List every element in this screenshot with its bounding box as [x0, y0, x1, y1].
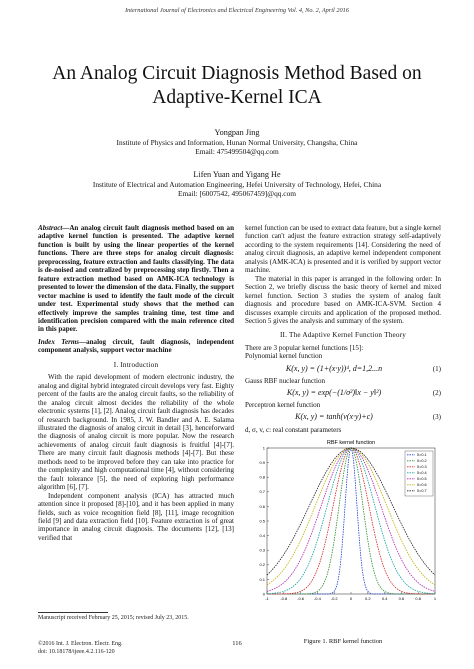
right-column: [245, 224, 441, 647]
right-paragraph-2: The material in this paper is arranged in the following order: In Section 2, we briefly discuss the basic theory of kernel and mixed kernel function. Section 3 studies the system of analog fault diagnosis and procedure based on AMK-ICA-SVM. Section 4 discusses example circuits and application of the proposed method. Section 5 gives the analysis and summary of the system.: [245, 274, 441, 325]
x-tick-label: 0.6: [398, 596, 405, 602]
x-tick-label: -1: [265, 596, 269, 602]
footnote: Manuscript received February 25, 2015; revised July 23, 2015.: [38, 615, 189, 621]
perceptron-label: Perceptron kernel function: [245, 401, 321, 410]
y-tick-label: 0.7: [259, 489, 265, 495]
copyright-line-1: ©2016 Int. J. Electron. Electr. Eng.: [38, 641, 123, 647]
author-block-1: [0, 128, 474, 157]
figure-1-caption: Figure 1. RBF kernel function: [303, 638, 383, 646]
x-tick-label: 1: [433, 596, 437, 602]
index-terms: [38, 338, 234, 355]
gauss-label: Gauss RBF nuclear function: [245, 376, 326, 385]
copyright-line-2: doi: 10.18178/ijeee.4.2.116-120: [38, 648, 115, 655]
author-name: Yongpan Jing: [214, 128, 260, 137]
right-paragraph-1: kernel function can be used to extract data feature, but a single kernel function can't adjust the feature extraction strategy self-adaptively according to the system requirements [14]. Considering the need of analog circuit diagnosis, an adaptive kernel independent component analysis (AMK-ICA) is presented and it is verified by support vector machine.: [245, 224, 441, 275]
x-tick-label: -0.8: [280, 596, 288, 602]
index-terms-label: Index Terms: [38, 337, 80, 346]
x-tick-label: -0.6: [297, 596, 305, 602]
intro-paragraph-1: With the rapid development of modern electronic industry, the analog and digital hybrid integrated circuit develops very fast. Eighty percent of the faults are the analog circuit faults, so the reliability of the analog circuit almost decides the reliability of the whole electronic systems [1], [2]. Analog circuit fault diagnosis has decades of research background. In 1985, J. W. Bandler and A. E. Salama illustrated the diagnosis of analog circuit in detail [3], henceforward the diagnosis of analog circuit is more popular. Now the research achievements of analog circuit fault diagnosis is fruitful [4]-[7]. There are many circuit fault diagnosis methods [4]-[7]. But these methods need to be improved before they can take into practice for the complexity and high computational time [4], without considering the fault tolerance [5], the need of exploring high performance algorithm [6], [7].: [38, 373, 234, 492]
legend-label: δ=0.2: [417, 459, 427, 464]
author-name: Lifen Yuan and Yigang He: [193, 170, 281, 179]
page-number: 116: [232, 640, 242, 647]
figure-1: [245, 436, 441, 636]
y-tick-label: 0: [262, 591, 265, 597]
x-tick-label: 0: [349, 596, 353, 602]
x-tick-label: -0.2: [330, 596, 338, 602]
chart-title: RBF kernel function: [326, 440, 376, 447]
x-tick-label: 0.2: [365, 596, 371, 602]
x-tick-label: 0.4: [381, 596, 388, 602]
legend-label: δ=0.7: [417, 489, 427, 494]
legend-label: δ=0.3: [417, 465, 427, 470]
y-tick-label: 0.6: [259, 503, 265, 509]
equation-3-number: (3): [432, 413, 441, 422]
paper-title: [0, 62, 474, 110]
equation-2-body: K(x, y) = exp(−(1/σ²)‖x − y‖²): [286, 388, 382, 398]
section-1-heading: I. Introduction: [113, 360, 159, 369]
y-tick-label: 0.2: [259, 562, 265, 568]
kernels-intro: There are 3 popular kernel functions [15]:: [245, 343, 364, 352]
author-affiliation: Institute of Physics and Information, Hunan Normal University, Changsha, China: [116, 137, 358, 147]
y-tick-label: 0.5: [259, 518, 265, 524]
abstract-text: —An analog circuit fault diagnosis method based on an adaptive kernel function is presented. The adaptive kernel function is built by using the linear properties of the kernel functions. There are three steps for analog circuit diagnosis: preprocessing, feature extraction and faults classifying. The data is de-noised and centralized by preprocessing step firstly. Then a feature extraction method based on AMK-ICA technology is presented to lower the dimension of the data. Finally, the support vector machine is used to identify the fault mode of the circuit under test. Experimental study shows that the method can effectively improve the samples training time, test time and identification precision compared with the main reference cited in this paper.: [38, 224, 234, 334]
x-tick-label: -0.4: [313, 596, 321, 602]
legend-label: δ=0.6: [417, 483, 427, 488]
legend-label: δ=0.5: [417, 477, 427, 482]
left-column: [38, 224, 234, 542]
equation-1-number: (1): [432, 364, 441, 373]
poly-label: Polynomial kernel function: [245, 352, 323, 361]
abstract-label: Abstract: [38, 224, 63, 232]
legend-label: δ=0.4: [417, 471, 427, 476]
title-line-2: Adaptive-Kernel ICA: [152, 87, 322, 108]
footnote-rule: [38, 612, 108, 613]
author-affiliation: Institute of Electrical and Automation Engineering, Hefei University of Technology, Hefei, China: [92, 179, 382, 189]
y-tick-label: 0.1: [259, 576, 265, 582]
y-tick-label: 1: [262, 445, 265, 451]
y-tick-label: 0.8: [259, 474, 265, 480]
section-2-heading: II. The Adaptive Kernel Function Theory: [279, 331, 407, 340]
y-tick-label: 0.3: [259, 547, 265, 553]
author-email: Email: 475499504@qq.com: [195, 147, 279, 156]
author-email: Email: [6007542, 495067459]@qq.com: [177, 189, 297, 198]
abstract: [38, 224, 234, 334]
title-line-1: An Analog Circuit Diagnosis Method Based on: [52, 63, 422, 84]
author-block-2: [0, 170, 474, 199]
rbf-kernel-chart: [245, 436, 441, 608]
equation-3-body: K(x, y) = tanh(v(x·y)+c): [295, 412, 373, 422]
x-tick-label: 0.8: [415, 596, 421, 602]
equation-1-body: K(x, y) = (1+(x·y))ᵈ, d=1,2...n: [285, 363, 383, 373]
legend-label: δ=0.1: [417, 453, 427, 458]
y-tick-label: 0.4: [259, 533, 265, 539]
equation-2: [245, 385, 441, 401]
journal-header: International Journal of Electronics and Electrical Engineering Vol. 4, No. 2, April 2016: [125, 7, 349, 14]
constants-note: d, σ, v, c: real constant parameters: [245, 425, 342, 434]
equation-1: [245, 361, 441, 377]
equation-2-number: (2): [432, 389, 441, 398]
index-terms-text: —analog circuit, fault diagnosis, independent component analysis, support vector machine: [38, 337, 234, 355]
intro-paragraph-2: Independent component analysis (ICA) has attracted much attention since it proposed [8]-[10], and it has been applied in many fields, such as voice recognition field [8], [11], image recognition field [9] and data extraction field [10]. Feature extraction is of great importance in analog circuit diagnosis. The documents [12], [13] verified that: [38, 491, 234, 542]
y-tick-label: 0.9: [259, 460, 265, 466]
equation-3: [245, 410, 441, 426]
